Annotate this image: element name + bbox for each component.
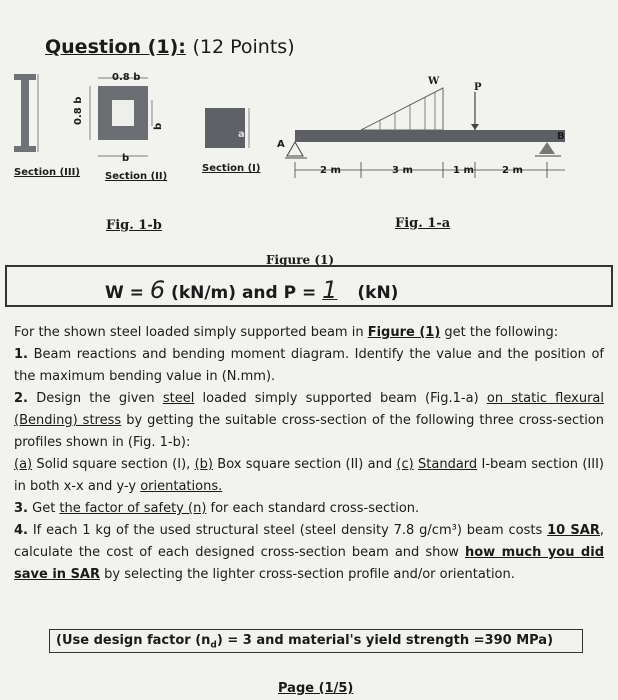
item-1-text: Beam reactions and bending moment diagram. Identify the value and the position of the maximum bending value in (N.mm). <box>14 347 604 384</box>
fig-1b-caption: Fig. 1-b <box>106 218 162 233</box>
dim-08b-top: 0.8 b <box>112 72 141 83</box>
support-a <box>287 142 303 156</box>
box-section <box>98 86 148 140</box>
item-2 <box>14 388 604 454</box>
p-value: 1 <box>322 276 338 304</box>
question-points: (12 Points) <box>192 36 295 58</box>
page-number: Page (1/5) <box>278 681 354 696</box>
design-note-post: ) = 3 and material's yield strength =390 MPa) <box>216 633 554 648</box>
item-2-text-c: by getting the suitable cross-section of the following three cross-section profiles shown in (Fig. 1-b): <box>14 413 604 450</box>
label-p: P <box>474 82 482 93</box>
w-label: W = <box>105 283 144 303</box>
item-4-text-c: by selecting the lighter cross-section profile and/or orientation. <box>100 567 515 582</box>
span-3: 1 m <box>453 165 474 176</box>
section-ii-label: Section (II) <box>105 171 168 182</box>
dim-b-bottom: b <box>122 153 130 164</box>
fig-1a-caption: Fig. 1-a <box>395 216 451 231</box>
item-4-savings: how much you did save in SAR <box>14 545 604 582</box>
span-4: 2 m <box>502 165 523 176</box>
w-unit: (kN/m) and P = <box>171 283 317 303</box>
beam <box>295 130 565 142</box>
item-2-options <box>14 454 604 498</box>
item-3-text-a: Get <box>27 501 60 516</box>
option-a-label: (a) <box>14 457 33 472</box>
load-values-line <box>105 276 398 304</box>
item-4 <box>14 520 604 586</box>
dim-b-side: b <box>153 122 164 130</box>
figure-caption: Figure (1) <box>266 253 335 267</box>
item-1-number: 1. <box>14 347 28 362</box>
option-b-text: Box square section (II) and <box>213 457 397 472</box>
option-b-label: (b) <box>194 457 213 472</box>
item-4-cost: 10 SAR <box>547 523 600 538</box>
item-4-text-a: If each 1 kg of the used structural steel (steel density 7.8 g/cm³) beam costs <box>27 523 548 538</box>
item-2-static-stress: on static flexural (Bending) stress <box>14 391 604 428</box>
p-unit: (kN) <box>357 283 399 303</box>
dim-08b-side: 0.8 b <box>73 96 84 125</box>
intro-text: For the shown steel loaded simply supported beam in <box>14 325 368 340</box>
section-iii-label: Section (III) <box>14 167 80 178</box>
intro-paragraph <box>14 322 604 344</box>
option-c-orientations: orientations. <box>140 479 223 494</box>
i-beam-section <box>14 74 36 152</box>
section-i-label: Section (I) <box>202 163 261 174</box>
support-b <box>539 142 555 154</box>
dim-a: a <box>238 129 245 140</box>
item-3-number: 3. <box>14 501 28 516</box>
item-2-number: 2. <box>14 391 28 406</box>
intro-text-end: get the following: <box>440 325 559 340</box>
question-number: Question (1): <box>45 36 186 58</box>
option-c-standard: Standard <box>418 457 478 472</box>
solid-square-section <box>205 108 245 148</box>
option-a-text: Solid square section (I), <box>32 457 195 472</box>
label-a: A <box>277 139 285 150</box>
question-title <box>45 36 295 58</box>
item-2-steel: steel <box>162 391 195 406</box>
label-b: B <box>557 131 565 142</box>
item-4-text-b: , calculate the cost of each designed cross-section beam and show <box>14 523 604 560</box>
design-note <box>49 629 583 653</box>
item-2-text-a: Design the given <box>27 391 163 406</box>
design-note-sub: d <box>210 640 217 651</box>
item-3 <box>14 498 604 520</box>
option-c-label: (c) <box>396 457 414 472</box>
question-body <box>14 322 604 586</box>
span-2: 3 m <box>392 165 413 176</box>
option-c-text: I-beam section (III) in both x-x and y-y <box>14 457 604 494</box>
w-value: 6 <box>149 276 166 304</box>
design-note-pre: (Use design factor (n <box>56 633 211 648</box>
item-2-text-b: loaded simply supported beam (Fig.1-a) <box>194 391 487 406</box>
label-w: W <box>428 76 440 87</box>
span-1: 2 m <box>320 165 341 176</box>
item-3-factor-of-safety: the factor of safety (n) <box>59 501 207 516</box>
item-3-text-b: for each standard cross-section. <box>206 501 420 516</box>
item-1 <box>14 344 604 388</box>
distributed-load <box>361 88 443 130</box>
intro-figure-ref: Figure (1) <box>367 325 441 340</box>
item-4-number: 4. <box>14 523 28 538</box>
